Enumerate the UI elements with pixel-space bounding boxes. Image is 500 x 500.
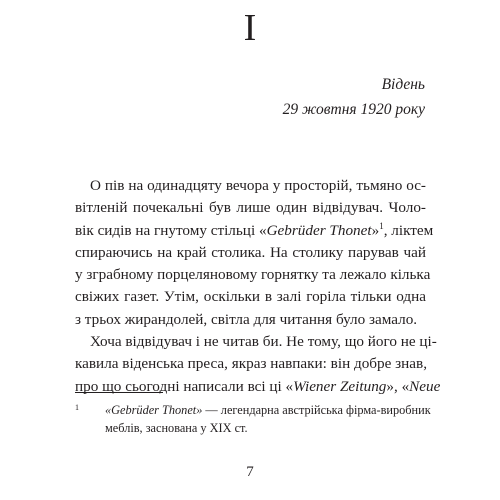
footnote-text — [75, 401, 431, 437]
paragraph-1-line-3 — [75, 220, 434, 242]
footnote-definition: — легендарна австрійська фірма-виробник — [202, 403, 431, 417]
epigraph — [283, 72, 425, 122]
epigraph-date: 29 жовтня 1920 року — [282, 101, 425, 118]
chapter-number: I — [243, 7, 257, 49]
text-run: » — [371, 221, 380, 239]
text-run: про що сьогодні написали всі ці « — [75, 377, 294, 395]
paragraph-1-line-1: О пів на одинадцяту вечора у просторій, тьмяно ос- — [90, 177, 426, 194]
text-run: », « — [386, 377, 410, 395]
paragraph-2-line-3 — [75, 376, 441, 398]
page-number: 7 — [246, 464, 254, 480]
footnote-line-1 — [105, 401, 431, 419]
paragraph-1-line-4: спираючись на край столика. На столику парував чай — [75, 243, 426, 261]
text-run: , ліктем — [383, 221, 434, 239]
footnote-marker: 1 — [75, 403, 79, 412]
italic-term: Wiener Zeitung — [293, 377, 387, 395]
paragraph-2-line-1: Хоча відвідувач і не читав би. Не тому, що його не ці- — [90, 333, 437, 351]
paragraph-2-line-2: кавила віденська преса, якраз навпаки: він добре знав, — [75, 355, 428, 373]
body-text — [75, 175, 441, 398]
footnote-term: Gebrüder Thonet — [111, 403, 197, 417]
footnote-term-open: « — [105, 403, 112, 417]
paragraph-1-line-2: вітленій почекальні був лише один відвідувач. Чоло- — [75, 199, 426, 217]
italic-term: Neue — [409, 377, 441, 395]
footnote-reference[interactable]: 1 — [379, 220, 384, 231]
footnote — [75, 401, 431, 437]
text-run: вік сидів на гнутому стільці « — [75, 221, 267, 239]
paragraph-1-line-7: з трьох жирандолей, світла для читання було замало. — [75, 310, 418, 328]
paragraph-1-line-5: у зграбному порцеляновому горнятку та лежало кілька — [75, 266, 431, 284]
italic-term: Gebrüder Thonet — [266, 221, 372, 239]
footnote-term-close: » — [196, 403, 203, 417]
footnote-separator — [75, 392, 163, 393]
epigraph-place: Відень — [381, 76, 425, 93]
paragraph-1-line-6: свіжих газет. Утім, оскільки в залі горіла тільки одна — [75, 288, 426, 306]
footnote-line-2: меблів, заснована у XIX ст. — [105, 421, 248, 435]
